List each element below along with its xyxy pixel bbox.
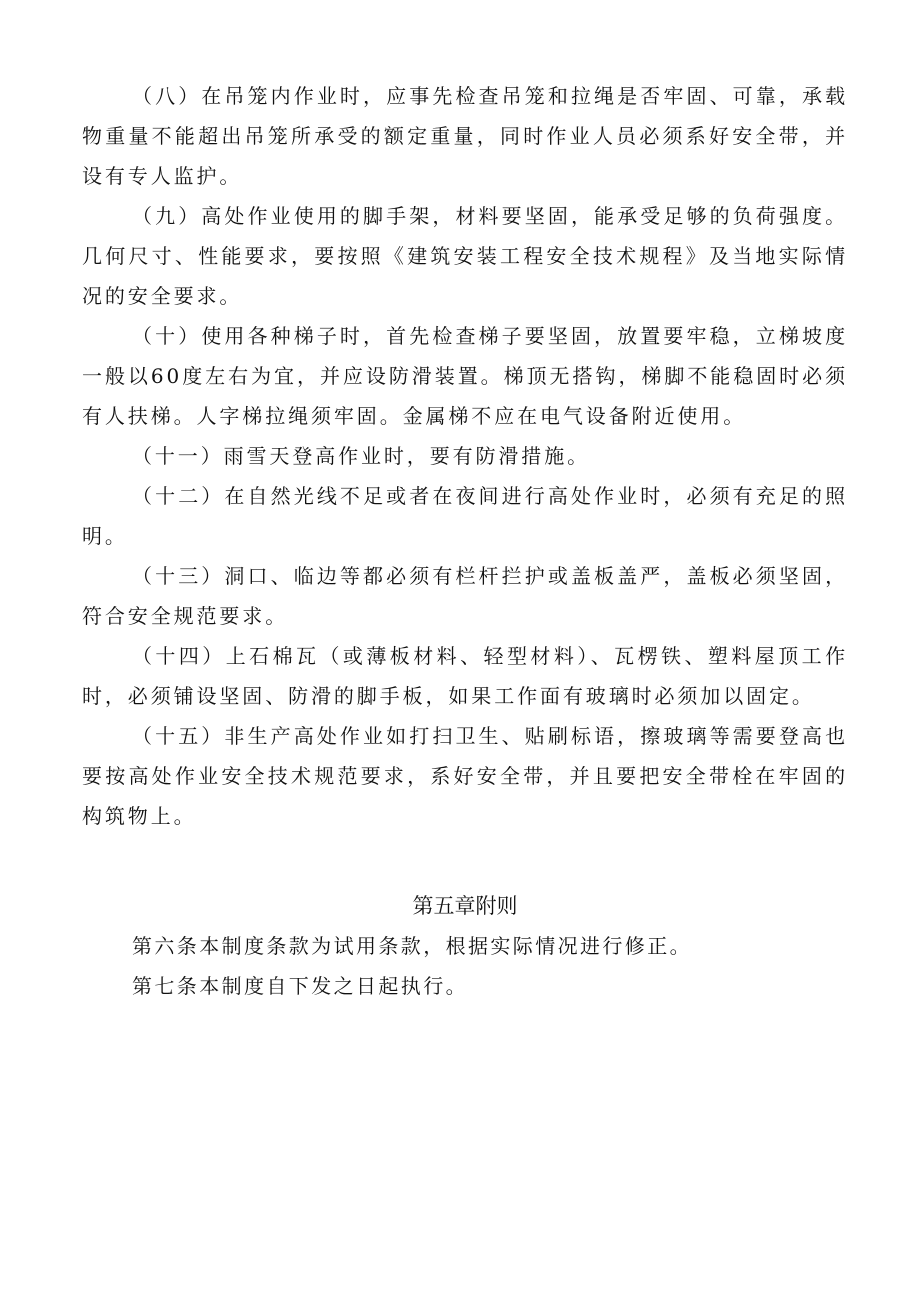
clause-12: （十二）在自然光线不足或者在夜间进行高处作业时，必须有充足的照明。 [82, 484, 848, 548]
article-7: 第七条本制度自下发之日起执行。 [132, 974, 468, 998]
clause-15: （十五）非生产高处作业如打扫卫生、贴刷标语，擦玻璃等需要登高也要按高处作业安全技术规范要求，系好安全带，并且要把安全带栓在牢固的构筑物上。 [82, 724, 848, 828]
supplementary-articles [82, 926, 848, 1006]
clause-14: （十四）上石棉瓦（或薄板材料、轻型材料）、瓦楞铁、塑料屋顶工作时，必须铺设坚固、防滑的脚手板，如果工作面有玻璃时必须加以固定。 [82, 644, 848, 708]
clause-13: （十三）洞口、临边等都必须有栏杆拦护或盖板盖严，盖板必须坚固，符合安全规范要求。 [82, 564, 848, 628]
clause-8: （八）在吊笼内作业时，应事先检查吊笼和拉绳是否牢固、可靠，承载物重量不能超出吊笼所承受的额定重量，同时作业人员必须系好安全带，并设有专人监护。 [82, 84, 848, 188]
clause-11: （十一）雨雪天登高作业时，要有防滑措施。 [132, 444, 590, 468]
clause-9: （九）高处作业使用的脚手架，材料要坚固，能承受足够的负荷强度。几何尺寸、性能要求，要按照《建筑安装工程安全技术规程》及当地实际情况的安全要求。 [82, 204, 848, 308]
regulation-body [82, 76, 848, 836]
chapter-title: 第五章附则 [412, 894, 518, 918]
article-6: 第六条本制度条款为试用条款，根据实际情况进行修正。 [132, 934, 692, 958]
clause-10: （十）使用各种梯子时，首先检查梯子要坚固，放置要牢稳，立梯坡度一般以60度左右为宜，并应设防滑装置。梯顶无搭钩，梯脚不能稳固时必须有人扶梯。人字梯拉绳须牢固。金属梯不应在电气设备附近使用。 [82, 324, 848, 428]
